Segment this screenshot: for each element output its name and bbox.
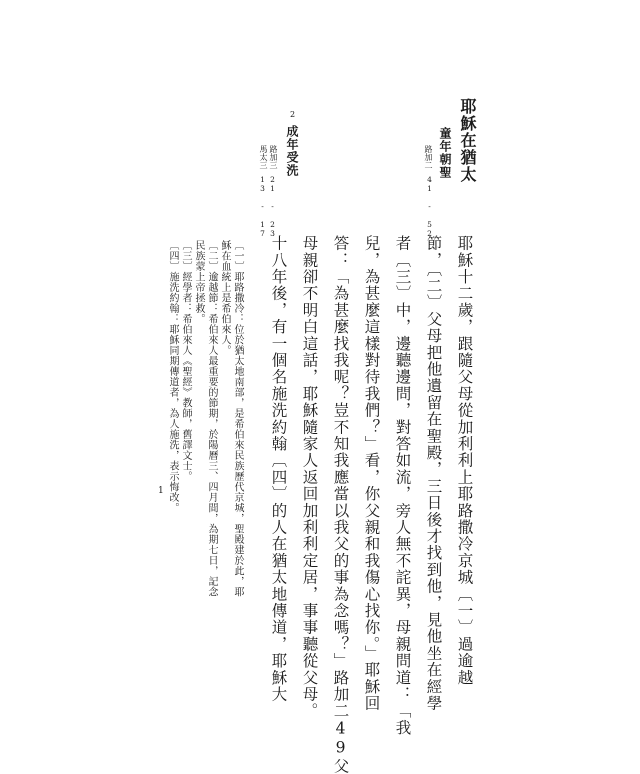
body-line: 母親卻不明白這話，耶穌隨家人返回加利利定居，事事聽從父母。 [300,235,319,720]
body-line: 答：「為甚麼找我呢？豈不知我應當以我父的事為念嗎？」路加二49父 [331,235,350,774]
body-line: 節，〔二〕父母把他遺留在聖殿，三日後才找到他，見他坐在經學 [424,235,443,712]
subsection-ref-matthew: 馬太三 [259,145,268,169]
footnote-line: 〔四〕施洗約翰：耶穌同期傳道者，為人施洗，表示悔改。 [167,240,178,513]
subsection-ref-luke-verses: 21 - 23 [268,175,277,238]
subsection-title: 成年受洗 [285,125,299,177]
body-line: 耶穌十二歲，跟隨父母從加利利上耶路撒冷京城〔一〕過逾越 [455,235,474,686]
body-line: 十八年後，有一個名施洗約翰〔四〕的人在猶太地傳道，耶穌大 [269,235,288,703]
footnote-line: 民族蒙上帝拯救。 [193,240,204,324]
footnote-line: 〔三〕經學者：希伯來人《聖經》教師，舊譯文士。 [180,240,191,482]
chapter-title: 耶穌在猶太 [458,98,477,183]
footnote-line: 〔一〕耶路撒冷：位於猶太地南部，是希伯來民族歷代京城，聖殿建於此，耶 [232,240,243,597]
section-scripture-ref: 路加二 [424,145,433,169]
section-title: 童年朝聖 [438,127,452,179]
section-scripture-verses: 41 - 52 [425,175,434,238]
footnote-line: 〔二〕逾越節：希伯來人最重要的節期，於陽曆三、四月間，為期七日，記念 [206,240,217,597]
subsection-marker: 2 [288,110,297,119]
subsection-ref-matthew-verses: 13 - 17 [258,175,267,238]
body-line: 者〔三〕中，邊聽邊問，對答如流，旁人無不詫異，母親問道：「我 [393,235,412,736]
body-line: 兒，為甚麼這樣對待我們？」看，你父親和我傷心找你。」耶穌回 [362,235,381,712]
page-number: 1 [158,486,164,496]
footnote-line: 穌在血統上是希伯來人。 [219,240,230,356]
subsection-ref-luke: 路加三 [269,145,278,169]
